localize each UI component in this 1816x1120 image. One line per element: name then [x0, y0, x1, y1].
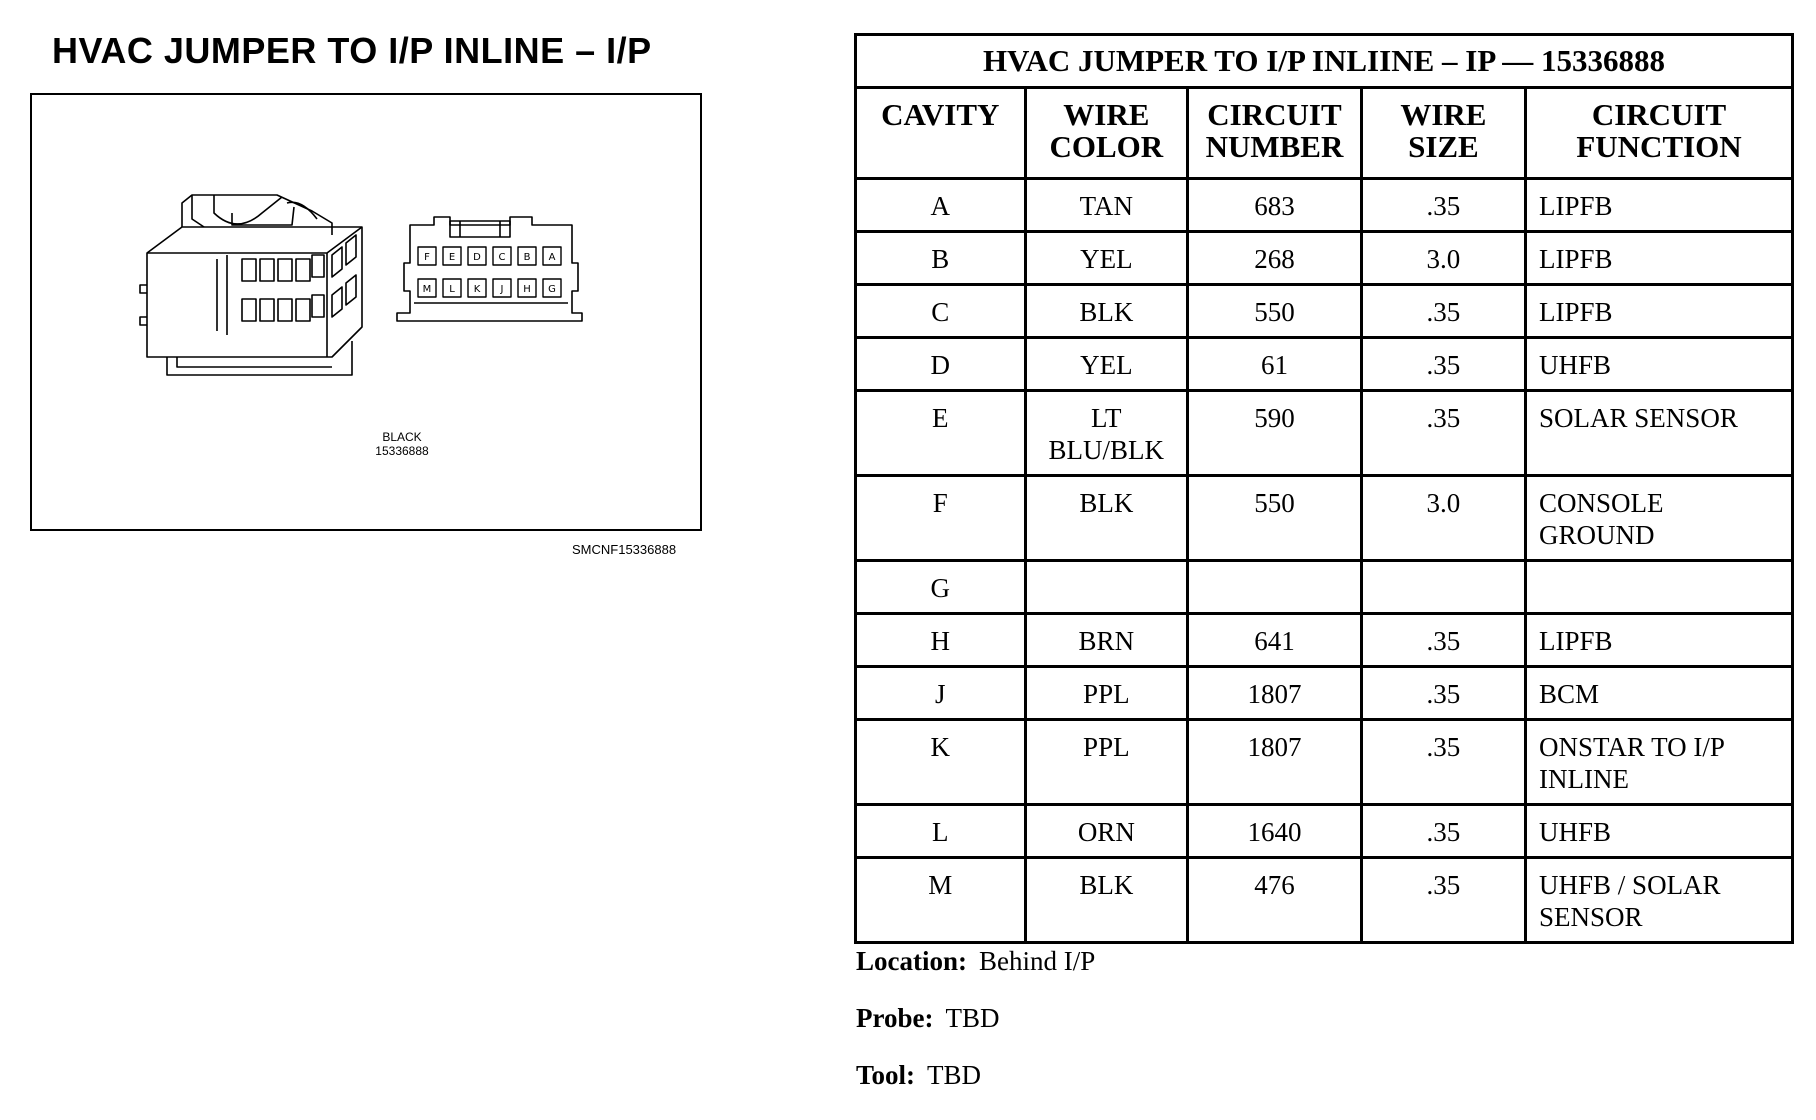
wire-color-text: BLK	[1079, 297, 1134, 327]
circuit-function-text: LIPFB	[1539, 244, 1613, 274]
circuit-number-cell	[1188, 391, 1362, 476]
circuit-number-text: 550	[1254, 488, 1295, 518]
wire-color-cell	[1025, 614, 1188, 667]
wire-size-text: .35	[1426, 191, 1461, 221]
connector-color: BLACK	[382, 430, 422, 444]
wire-color-cell	[1025, 232, 1188, 285]
pin-label: B	[523, 252, 531, 263]
cavity-text: C	[931, 297, 950, 327]
circuit-number-text: 1807	[1247, 732, 1302, 762]
cavity-cell	[856, 858, 1026, 943]
wire-size-text: .35	[1426, 870, 1461, 900]
wire-size-cell	[1361, 858, 1525, 943]
circuit-number-text: 641	[1254, 626, 1295, 656]
circuit-function-text: BCM	[1539, 679, 1600, 709]
cavity-cell	[856, 805, 1026, 858]
pin-label: H	[523, 284, 531, 295]
circuit-number-cell	[1188, 561, 1362, 614]
cavity-cell	[856, 614, 1026, 667]
wire-size-cell	[1361, 232, 1525, 285]
wire-color-cell	[1025, 476, 1188, 561]
circuit-function-text: ONSTAR TO I/P INLINE	[1539, 732, 1724, 794]
tool-label: Tool:	[856, 1060, 916, 1090]
wire-size-cell	[1361, 561, 1525, 614]
circuit-function-text: UHFB / SOLAR SENSOR	[1539, 870, 1721, 932]
circuit-function-cell	[1526, 179, 1793, 232]
wire-size-text: .35	[1426, 297, 1461, 327]
wire-size-cell	[1361, 179, 1525, 232]
cavity-text: L	[932, 817, 949, 847]
pin-label: M	[422, 284, 432, 295]
location-line	[856, 946, 1095, 977]
table-row	[856, 614, 1793, 667]
wire-size-cell	[1361, 391, 1525, 476]
connector-diagram	[30, 93, 702, 531]
cavity-cell	[856, 179, 1026, 232]
table-row	[856, 232, 1793, 285]
pin-label: D	[473, 252, 481, 263]
pin-label: J	[500, 284, 504, 295]
wire-color-cell	[1025, 338, 1188, 391]
circuit-number-cell	[1188, 232, 1362, 285]
cavity-text: B	[931, 244, 950, 274]
circuit-function-text: LIPFB	[1539, 626, 1613, 656]
circuit-number-cell	[1188, 614, 1362, 667]
connector-part-number: 15336888	[375, 444, 429, 458]
wire-color-text: ORN	[1077, 817, 1135, 847]
circuit-function-text: LIPFB	[1539, 191, 1613, 221]
wire-color-text: TAN	[1079, 191, 1133, 221]
wire-color-text: YEL	[1080, 350, 1133, 380]
wire-size-cell	[1361, 338, 1525, 391]
cavity-text: J	[935, 679, 946, 709]
circuit-number-cell	[1188, 667, 1362, 720]
circuit-function-text: UHFB	[1539, 350, 1612, 380]
column-header: WIRE SIZE	[1361, 88, 1525, 179]
column-header: CIRCUIT NUMBER	[1188, 88, 1362, 179]
wire-color-cell	[1025, 667, 1188, 720]
table-row	[856, 858, 1793, 943]
table-row	[856, 476, 1793, 561]
wire-size-text: 3.0	[1426, 488, 1461, 518]
circuit-function-cell	[1526, 232, 1793, 285]
circuit-function-text: UHFB	[1539, 817, 1612, 847]
circuit-number-cell	[1188, 338, 1362, 391]
circuit-number-text: 61	[1260, 350, 1288, 380]
circuit-function-cell	[1526, 285, 1793, 338]
column-header: WIRE COLOR	[1025, 88, 1188, 179]
wire-size-text: .35	[1426, 732, 1461, 762]
table-row	[856, 338, 1793, 391]
pin-label: L	[449, 284, 455, 295]
cavity-cell	[856, 391, 1026, 476]
column-header: CIRCUIT FUNCTION	[1526, 88, 1793, 179]
wire-color-text: PPL	[1083, 679, 1130, 709]
connector-label	[342, 430, 462, 458]
page-title: HVAC JUMPER TO I/P INLINE – I/P	[52, 30, 652, 71]
wire-size-text: .35	[1426, 626, 1461, 656]
circuit-number-cell	[1188, 858, 1362, 943]
wire-size-cell	[1361, 476, 1525, 561]
cavity-cell	[856, 561, 1026, 614]
cavity-text: K	[930, 732, 951, 762]
circuit-function-cell	[1526, 667, 1793, 720]
circuit-function-text: LIPFB	[1539, 297, 1613, 327]
cavity-cell	[856, 476, 1026, 561]
table-row	[856, 720, 1793, 805]
pin-label: K	[473, 284, 481, 295]
cavity-text: E	[932, 403, 949, 433]
circuit-function-cell	[1526, 805, 1793, 858]
wire-color-cell	[1025, 858, 1188, 943]
circuit-function-cell	[1526, 720, 1793, 805]
table-body	[856, 179, 1793, 943]
pin-label: E	[448, 252, 456, 263]
probe-line	[856, 1003, 999, 1034]
pin-label: C	[498, 252, 506, 263]
circuit-function-cell	[1526, 614, 1793, 667]
circuit-number-cell	[1188, 805, 1362, 858]
cavity-text: D	[930, 350, 951, 380]
circuit-number-text: 590	[1254, 403, 1295, 433]
pin-label: G	[548, 284, 556, 295]
circuit-number-text: 1807	[1247, 679, 1302, 709]
circuit-function-text: SOLAR SENSOR	[1539, 403, 1738, 433]
table-header-row	[856, 88, 1793, 179]
cavity-cell	[856, 720, 1026, 805]
wire-color-cell	[1025, 805, 1188, 858]
cavity-cell	[856, 285, 1026, 338]
wire-size-text: .35	[1426, 817, 1461, 847]
tool-value: TBD	[927, 1060, 982, 1090]
circuit-number-text: 1640	[1247, 817, 1302, 847]
cavity-text: H	[930, 626, 951, 656]
wire-color-cell	[1025, 179, 1188, 232]
table-row	[856, 285, 1793, 338]
table-row	[856, 805, 1793, 858]
wire-color-text: YEL	[1080, 244, 1133, 274]
wire-color-cell	[1025, 561, 1188, 614]
circuit-number-cell	[1188, 179, 1362, 232]
wire-size-text: 3.0	[1426, 244, 1461, 274]
circuit-function-cell	[1526, 561, 1793, 614]
pin-label: F	[424, 252, 430, 263]
wire-color-text: BRN	[1078, 626, 1135, 656]
wire-color-text: BLK	[1079, 488, 1134, 518]
wire-size-cell	[1361, 614, 1525, 667]
circuit-number-cell	[1188, 476, 1362, 561]
cavity-text: A	[930, 191, 951, 221]
circuit-number-cell	[1188, 285, 1362, 338]
circuit-function-cell	[1526, 338, 1793, 391]
wire-color-cell	[1025, 720, 1188, 805]
circuit-number-cell	[1188, 720, 1362, 805]
circuit-number-text: 476	[1254, 870, 1295, 900]
circuit-number-text: 550	[1254, 297, 1295, 327]
connector-face-view	[397, 217, 582, 321]
pin-label: A	[548, 252, 556, 263]
wire-color-text: BLK	[1079, 870, 1134, 900]
wire-size-cell	[1361, 805, 1525, 858]
cavity-text: M	[928, 870, 953, 900]
table-title: HVAC JUMPER TO I/P INLIINE – IP — 15336888	[856, 35, 1793, 88]
cavity-cell	[856, 667, 1026, 720]
circuit-number-text: 683	[1254, 191, 1295, 221]
wire-size-cell	[1361, 720, 1525, 805]
circuit-function-cell	[1526, 858, 1793, 943]
probe-label: Probe:	[856, 1003, 934, 1033]
wire-color-text: LT BLU/BLK	[1048, 403, 1165, 465]
cavity-text: G	[930, 573, 951, 603]
wire-size-cell	[1361, 667, 1525, 720]
connector-3d-view	[140, 195, 362, 375]
probe-value: TBD	[945, 1003, 1000, 1033]
circuit-function-cell	[1526, 391, 1793, 476]
cavity-cell	[856, 232, 1026, 285]
column-header: CAVITY	[856, 88, 1026, 179]
table-row	[856, 179, 1793, 232]
tool-line	[856, 1060, 981, 1091]
cavity-cell	[856, 338, 1026, 391]
circuit-function-cell	[1526, 476, 1793, 561]
figure-id: SMCNF15336888	[572, 542, 677, 557]
table-row	[856, 391, 1793, 476]
wire-color-cell	[1025, 391, 1188, 476]
connector-illustration	[32, 95, 700, 529]
table-row	[856, 667, 1793, 720]
circuit-number-text: 268	[1254, 244, 1295, 274]
cavity-text: F	[932, 488, 948, 518]
location-label: Location:	[856, 946, 967, 976]
wire-size-text: .35	[1426, 679, 1461, 709]
wire-color-cell	[1025, 285, 1188, 338]
wire-size-text: .35	[1426, 403, 1461, 433]
wire-color-text: PPL	[1083, 732, 1130, 762]
circuit-function-text: CONSOLE GROUND	[1539, 488, 1664, 550]
table-row	[856, 561, 1793, 614]
wire-size-text: .35	[1426, 350, 1461, 380]
wire-size-cell	[1361, 285, 1525, 338]
location-value: Behind I/P	[979, 946, 1096, 976]
pinout-table	[854, 33, 1794, 944]
